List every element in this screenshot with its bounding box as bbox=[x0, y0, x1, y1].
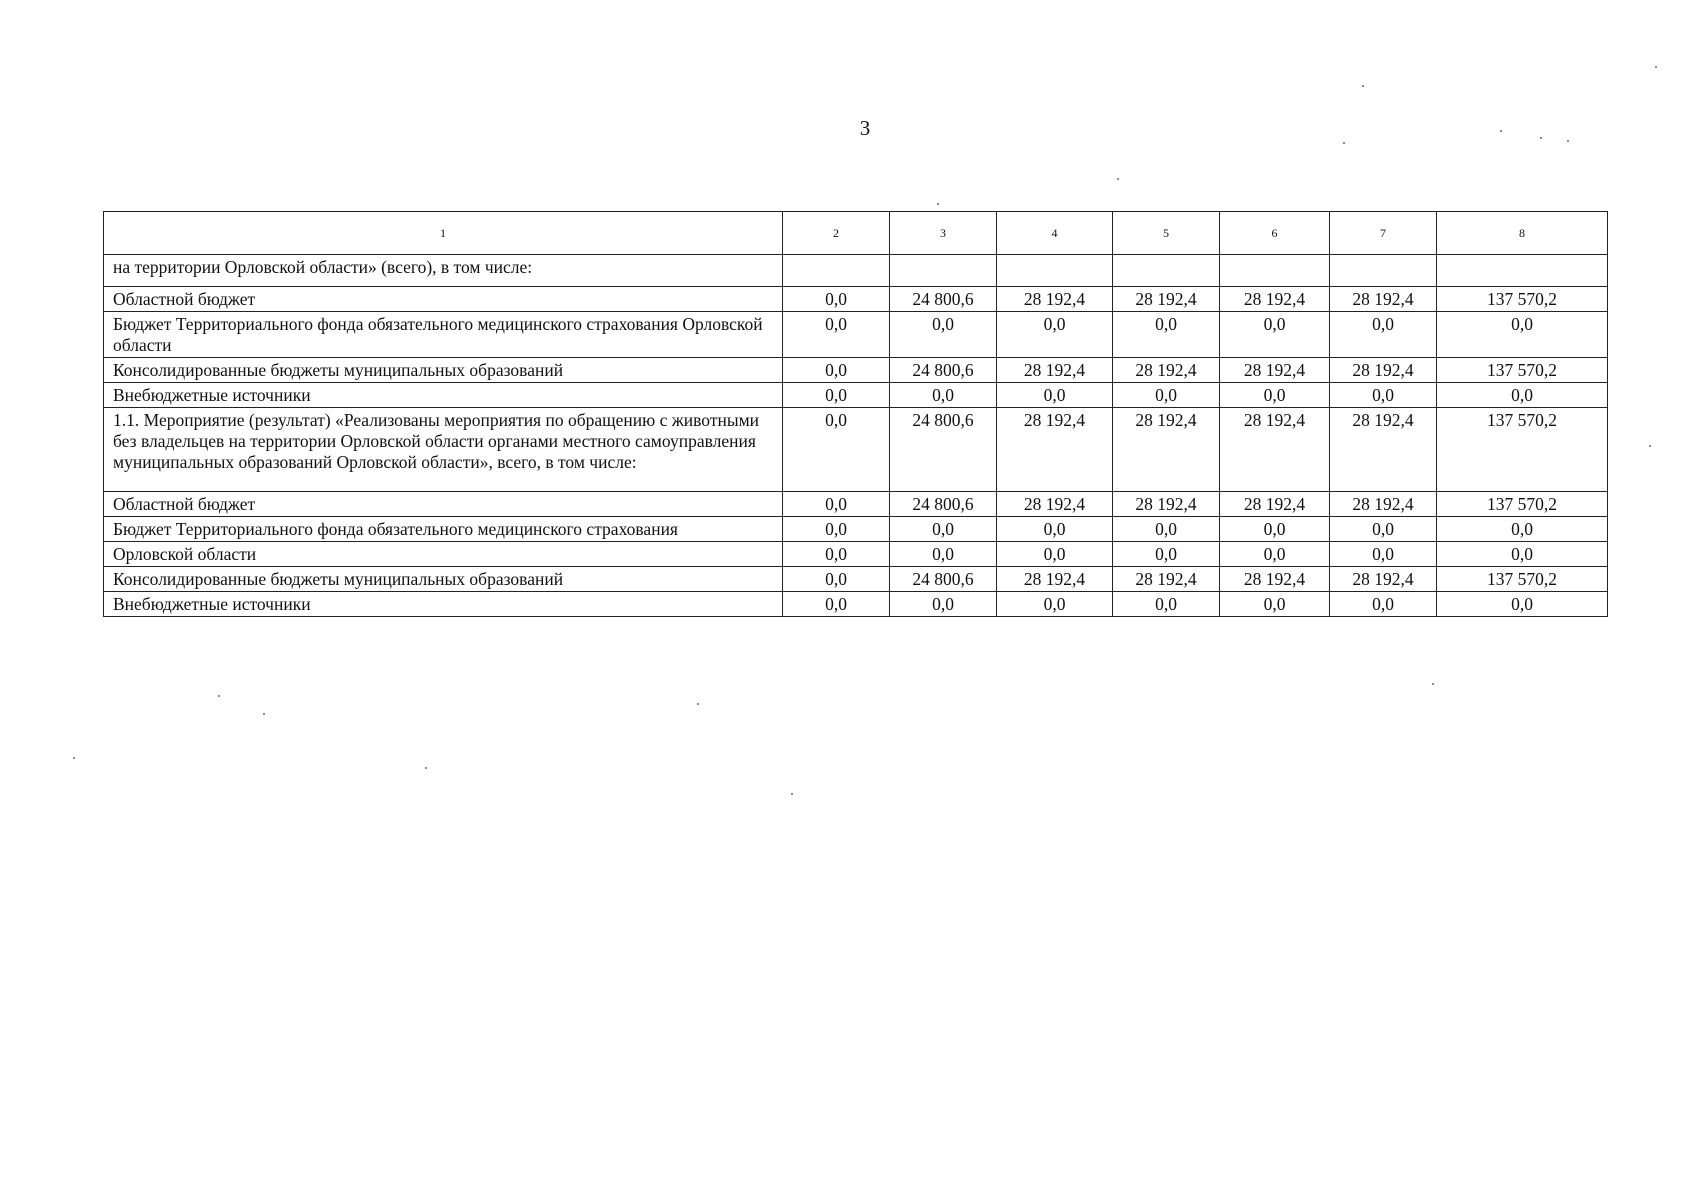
table-cell bbox=[890, 255, 997, 287]
row-label: Внебюджетные источники bbox=[104, 592, 783, 617]
table-cell: 0,0 bbox=[783, 358, 890, 383]
row-label: 1.1. Мероприятие (результат) «Реализованы мероприятия по обращению с животными без владельцев на территории Орловской области органами местного самоуправления муниципальных образований Орловской области», всего, в том числе: bbox=[104, 408, 783, 492]
table-cell: 0,0 bbox=[890, 517, 997, 542]
table-cell: 0,0 bbox=[997, 517, 1113, 542]
row-label: Консолидированные бюджеты муниципальных образований bbox=[104, 567, 783, 592]
table-cell: 0,0 bbox=[1437, 312, 1608, 358]
table-row bbox=[104, 542, 1608, 567]
table-cell: 28 192,4 bbox=[1220, 567, 1330, 592]
row-label: Бюджет Территориального фонда обязательного медицинского страхования Орловской области bbox=[104, 312, 783, 358]
table-cell: 0,0 bbox=[997, 592, 1113, 617]
row-label: Областной бюджет bbox=[104, 492, 783, 517]
scan-speck bbox=[263, 713, 265, 715]
scan-speck bbox=[937, 203, 939, 205]
table-cell: 0,0 bbox=[1220, 517, 1330, 542]
table-cell: 137 570,2 bbox=[1437, 358, 1608, 383]
table-cell: 137 570,2 bbox=[1437, 567, 1608, 592]
table-cell: 0,0 bbox=[783, 287, 890, 312]
table-cell: 28 192,4 bbox=[1113, 408, 1220, 492]
column-header: 4 bbox=[997, 212, 1113, 255]
column-header: 2 bbox=[783, 212, 890, 255]
table-cell: 28 192,4 bbox=[1330, 287, 1437, 312]
table-cell: 24 800,6 bbox=[890, 287, 997, 312]
column-header: 7 bbox=[1330, 212, 1437, 255]
table-cell: 0,0 bbox=[783, 312, 890, 358]
scan-speck bbox=[1500, 130, 1502, 132]
table-cell: 0,0 bbox=[1330, 592, 1437, 617]
table-cell: 28 192,4 bbox=[1330, 567, 1437, 592]
scan-speck bbox=[1432, 683, 1434, 685]
column-header: 5 bbox=[1113, 212, 1220, 255]
table-cell: 0,0 bbox=[1113, 592, 1220, 617]
table-cell: 28 192,4 bbox=[1113, 567, 1220, 592]
table-cell: 0,0 bbox=[1220, 542, 1330, 567]
table-row bbox=[104, 287, 1608, 312]
table-cell bbox=[1330, 255, 1437, 287]
scan-speck bbox=[1117, 178, 1119, 180]
table-cell: 0,0 bbox=[1330, 542, 1437, 567]
table-cell: 0,0 bbox=[1220, 312, 1330, 358]
scan-speck bbox=[697, 703, 699, 705]
table-row bbox=[104, 408, 1608, 492]
table-cell: 28 192,4 bbox=[997, 567, 1113, 592]
table-cell: 0,0 bbox=[1330, 383, 1437, 408]
table-cell bbox=[783, 255, 890, 287]
table-cell: 28 192,4 bbox=[997, 287, 1113, 312]
scan-speck bbox=[1649, 445, 1651, 447]
table-cell: 28 192,4 bbox=[1113, 358, 1220, 383]
table-row bbox=[104, 358, 1608, 383]
row-label: Бюджет Территориального фонда обязательного медицинского страхования bbox=[104, 517, 783, 542]
scan-speck bbox=[425, 767, 427, 769]
table-cell: 0,0 bbox=[1437, 592, 1608, 617]
scan-speck bbox=[1362, 85, 1364, 87]
column-header: 3 bbox=[890, 212, 997, 255]
table-cell: 0,0 bbox=[1113, 312, 1220, 358]
column-header-row bbox=[104, 212, 1608, 255]
page-number: 3 bbox=[859, 116, 871, 140]
table-cell: 0,0 bbox=[783, 408, 890, 492]
table-cell: 0,0 bbox=[783, 592, 890, 617]
table-cell: 0,0 bbox=[783, 567, 890, 592]
table-cell: 28 192,4 bbox=[1330, 408, 1437, 492]
table-cell: 28 192,4 bbox=[997, 492, 1113, 517]
row-label: Внебюджетные источники bbox=[104, 383, 783, 408]
table-row bbox=[104, 567, 1608, 592]
table-cell: 0,0 bbox=[1437, 542, 1608, 567]
table-row bbox=[104, 383, 1608, 408]
table-cell: 28 192,4 bbox=[1220, 358, 1330, 383]
table-cell: 0,0 bbox=[1113, 383, 1220, 408]
column-header: 8 bbox=[1437, 212, 1608, 255]
table-cell: 24 800,6 bbox=[890, 492, 997, 517]
table-cell: 0,0 bbox=[1330, 312, 1437, 358]
table-cell: 0,0 bbox=[997, 312, 1113, 358]
scan-speck bbox=[1343, 142, 1345, 144]
table-cell: 0,0 bbox=[1113, 542, 1220, 567]
column-header: 1 bbox=[104, 212, 783, 255]
table-cell: 0,0 bbox=[890, 383, 997, 408]
table-cell: 137 570,2 bbox=[1437, 492, 1608, 517]
table-cell bbox=[1113, 255, 1220, 287]
table-cell: 0,0 bbox=[1220, 383, 1330, 408]
table-cell: 137 570,2 bbox=[1437, 408, 1608, 492]
table-cell: 24 800,6 bbox=[890, 358, 997, 383]
table-cell bbox=[1220, 255, 1330, 287]
table-cell bbox=[997, 255, 1113, 287]
table-cell: 0,0 bbox=[1437, 517, 1608, 542]
table-cell: 0,0 bbox=[997, 542, 1113, 567]
table-cell: 0,0 bbox=[783, 492, 890, 517]
table-row bbox=[104, 255, 1608, 287]
table-row bbox=[104, 492, 1608, 517]
budget-table bbox=[103, 211, 1608, 617]
table-cell: 0,0 bbox=[783, 517, 890, 542]
table-cell: 28 192,4 bbox=[1220, 408, 1330, 492]
table-cell: 0,0 bbox=[890, 312, 997, 358]
table-cell: 28 192,4 bbox=[1113, 287, 1220, 312]
table-cell: 0,0 bbox=[1113, 517, 1220, 542]
scan-speck bbox=[73, 757, 75, 759]
table-cell: 24 800,6 bbox=[890, 408, 997, 492]
row-label: на территории Орловской области» (всего), в том числе: bbox=[104, 255, 783, 287]
row-label: Орловской области bbox=[104, 542, 783, 567]
table-row bbox=[104, 517, 1608, 542]
table-cell: 28 192,4 bbox=[997, 408, 1113, 492]
table-cell: 0,0 bbox=[1330, 517, 1437, 542]
table-cell: 28 192,4 bbox=[1330, 492, 1437, 517]
table-cell: 28 192,4 bbox=[1330, 358, 1437, 383]
table-cell: 24 800,6 bbox=[890, 567, 997, 592]
table-cell: 28 192,4 bbox=[1220, 492, 1330, 517]
table-cell: 137 570,2 bbox=[1437, 287, 1608, 312]
scan-speck bbox=[1655, 66, 1657, 68]
table-cell: 0,0 bbox=[997, 383, 1113, 408]
table-cell: 0,0 bbox=[890, 592, 997, 617]
table-cell: 0,0 bbox=[783, 542, 890, 567]
row-label: Консолидированные бюджеты муниципальных образований bbox=[104, 358, 783, 383]
table-cell: 28 192,4 bbox=[997, 358, 1113, 383]
column-header: 6 bbox=[1220, 212, 1330, 255]
table-row bbox=[104, 312, 1608, 358]
scan-speck bbox=[791, 793, 793, 795]
table-cell bbox=[1437, 255, 1608, 287]
table-cell: 28 192,4 bbox=[1113, 492, 1220, 517]
scan-speck bbox=[1567, 140, 1569, 142]
table-row bbox=[104, 592, 1608, 617]
table-cell: 0,0 bbox=[783, 383, 890, 408]
scan-speck bbox=[1540, 137, 1542, 139]
table-cell: 0,0 bbox=[1437, 383, 1608, 408]
row-label: Областной бюджет bbox=[104, 287, 783, 312]
table-cell: 0,0 bbox=[890, 542, 997, 567]
table-cell: 0,0 bbox=[1220, 592, 1330, 617]
table-cell: 28 192,4 bbox=[1220, 287, 1330, 312]
scan-speck bbox=[218, 695, 220, 697]
